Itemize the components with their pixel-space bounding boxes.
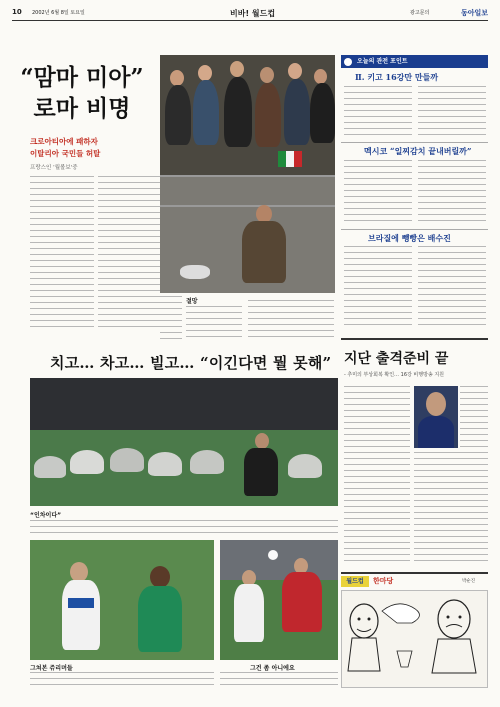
lead-body-col2 [98,176,160,331]
lead-body-col1 [30,176,94,331]
middle-headline: 치고… 차고… 빌고… “이긴다면 뭘 못해” [50,354,332,372]
today-item1-body2 [418,86,486,140]
masthead [12,8,488,21]
middle-photo-caption-text [30,520,338,534]
bottom-middle-caption-title: 그건 좀 아니에요 [250,665,295,672]
lead-byline: 프랑스인 ‘월볼보'중 [30,165,78,171]
zidane-body-col1 [344,386,410,566]
zidane-headline: 지단 출격준비 끝 [344,351,449,367]
crowd-photo [160,55,335,293]
today-item1-body1 [344,86,412,140]
cartoon-illustration [341,590,488,688]
bottom-left-caption-text [30,672,214,688]
bullet-icon [344,58,352,66]
lead-subhead-2: 이탈리아 국민들 허탈 [30,149,101,158]
today-item2-body1 [344,160,412,226]
newspaper-brand: 동아일보 [460,9,488,17]
bottom-middle-caption-text [220,672,338,688]
bottom-left-photo [30,540,214,660]
section-title: 비바! 월드컵 [230,9,276,18]
flag-white [286,151,294,167]
today-item3-body1 [344,246,412,326]
today-item1-title: Ⅱ. 키고 16강만 만들까 [355,72,439,82]
zidane-photo [414,386,458,448]
today-header: 오늘의 관전 포인트 [341,55,488,68]
page-number: 10 [12,8,22,16]
bottom-left-caption-title: 그쳐본 쥬리머들 [30,665,73,672]
flag-red [294,151,302,167]
lead-subhead-1: 크로아티아에 패하자 [30,137,98,146]
today-item2-body2 [418,160,486,226]
issue-date: 2002년 6월 8일 토요일 [32,10,85,16]
lead-headline [12,62,152,124]
cartoon-title: 한마당 [373,577,394,585]
praying-players-photo [30,378,338,506]
lead-headline-line2: 로마 비명 [33,95,131,122]
bottom-middle-photo [220,540,338,660]
middle-photo-caption-title: “인차이다” [30,512,62,519]
lead-photo-caption-text-2 [248,300,334,342]
zidane-subhead: - 추미의 부상회복 확인… 16강 비행방송 지원 [344,372,444,378]
flag-green [278,151,286,167]
soccer-ball-icon [268,550,278,560]
lead-body-col3 [160,296,182,342]
zidane-body-col2a [460,386,488,448]
lead-headline-line1: “맘마 미아” [20,64,144,91]
today-item3-title: 브라질에 뺑빵은 배수진 [368,233,451,243]
lead-photo-caption-text-1 [186,306,242,342]
today-item2-title: 멕시코 “일찌감치 끝내버릴까” [364,146,472,156]
zidane-body-col2b [414,452,488,566]
ad-text: 광고문의 [410,10,430,16]
cartoon-drawing [342,591,487,687]
cartoon-tag: 월드컵 [341,576,369,587]
lead-photo-caption-title: 절망 [186,298,198,305]
cartoon-author: 박순진 [462,579,476,584]
today-item3-body2 [418,246,486,326]
